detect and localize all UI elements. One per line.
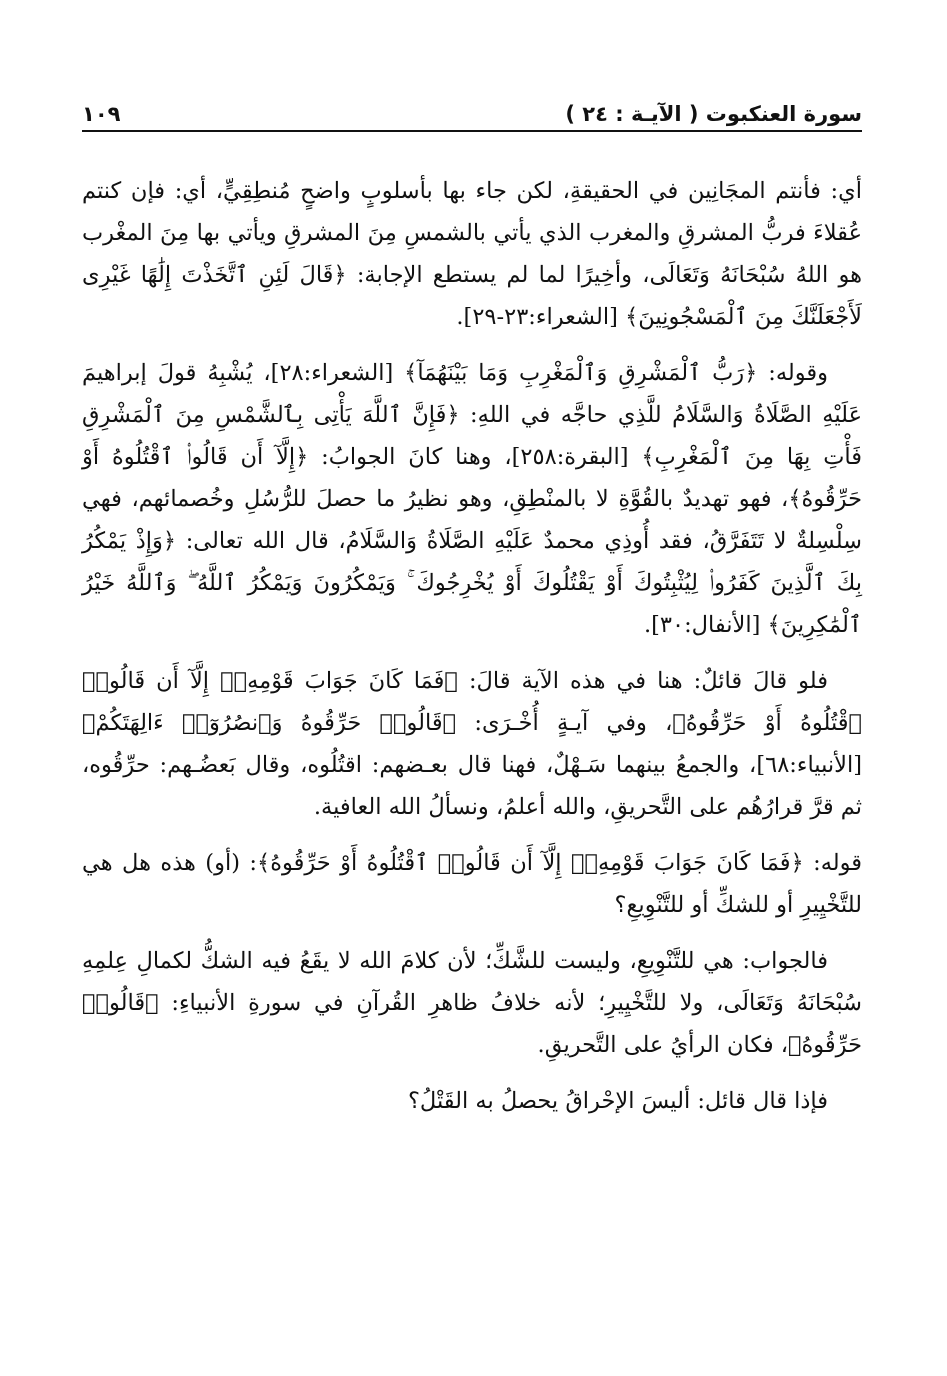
paragraph-5: فالجواب: هي للتَّنْوِيعِ، وليست للشَّكِّ؛ لأن كلامَ الله لا يقَعُ فيه الشكُّ لكمالِ عِلمِهِ سُبْحَانَهُ وَتَعَالَى، ولا للتَّخْيِيرِ؛ لأنه خلافُ ظاهرِ القُرآنِ في سورةِ الأنبياءِ: ﴿قَالُوا۟ حَرِّقُوهُ﴾، فكان الرأيُ على التَّحريقِ.: [82, 948, 862, 1058]
page-number: ١٠٩: [82, 102, 121, 126]
paragraph-6: فإذا قال قائل: أليسَ الإحْراقُ يحصلُ به القَتْلُ؟: [407, 1088, 828, 1114]
page-header: [82, 92, 862, 132]
paragraph-3: فلو قالَ قائلٌ: هنا في هذه الآية قالَ: ﴿فَمَا كَانَ جَوَابَ قَوْمِهِۦٓ إِلَّآ أَن قَالُوا۟ ٱقْتُلُوهُ أَوْ حَرِّقُوهُ﴾، وفي آيـةٍ أُخْـرَى: ﴿قَالُوا۟ حَرِّقُوهُ وَٱنصُرُوٓا۟ ءَالِهَتَكُمْ﴾ [الأنبياء:٦٨]، والجمعُ بينهما سَـهْلٌ، فهنا قال بعـضهم: اقتُلُوه، وقال بَعضُـهم: حرِّقُوه، ثم قرَّ قرارُهُم على التَّحريقِ، والله أعلمُ، ونسألُ الله العافية.: [82, 668, 862, 820]
paragraph-4: قوله: ﴿فَمَا كَانَ جَوَابَ قَوْمِهِۦٓ إِلَّآ أَن قَالُوا۟ ٱقْتُلُوهُ أَوْ حَرِّقُوهُ﴾: (أو) هذه هل هي للتَّخْيِيرِ أو للشكِّ أو للتَّنْوِيعِ؟: [82, 850, 862, 918]
running-header-title: سورة العنكبوت ( الآيـة : ٢٤ ): [565, 102, 862, 126]
document-page: [82, 92, 862, 1136]
paragraph-2: وقوله: ﴿رَبُّ ٱلْمَشْرِقِ وَٱلْمَغْرِبِ وَمَا بَيْنَهُمَآ﴾ [الشعراء:٢٨]، يُشْبِهُ قولَ إبراهيمَ عَلَيْهِ الصَّلَاةُ وَالسَّلَامُ للَّذِي حاجَّه في اللهِ: ﴿فَإِنَّ ٱللَّهَ يَأْتِى بِٱلشَّمْسِ مِنَ ٱلْمَشْرِقِ فَأْتِ بِهَا مِنَ ٱلْمَغْرِبِ﴾ [البقرة:٢٥٨]، وهنا كانَ الجوابُ: ﴿إِلَّآ أَن قَالُوا۟ ٱقْتُلُوهُ أَوْ حَرِّقُوهُ﴾، فهو تهديدٌ بالقُوَّةِ لا بالمنْطِقِ، وهو نظيرُ ما حصلَ للرُّسُلِ وخُصمائهم، فهي سِلْسِلةٌ لا تَتَفَرَّقُ، فقد أُوذِي محمدٌ عَلَيْهِ الصَّلَاةُ وَالسَّلَامُ، قال الله تعالى: ﴿وَإِذْ يَمْكُرُ بِكَ ٱلَّذِينَ كَفَرُوا۟ لِيُثْبِتُوكَ أَوْ يَقْتُلُوكَ أَوْ يُخْرِجُوكَ ۚ وَيَمْكُرُونَ وَيَمْكُرُ ٱللَّهُ ۖ وَٱللَّهُ خَيْرُ ٱلْمَٰكِرِينَ﴾ [الأنفال:٣٠].: [82, 360, 862, 638]
paragraph-1: أي: فأنتم المجَانِين في الحقيقةِ، لكن جاء بها بأسلوبٍ واضحٍ مُنطِقِيٍّ، أي: فإن كنتم عُقلاءَ فربُّ المشرقِ والمغرب الذي يأتي بالشمسِ مِنَ المشرقِ ويأتي بها مِنَ المغْرب هو اللهُ سُبْحَانَهُ وَتَعَالَى، وأخِيرًا لما لم يستطع الإجابة: ﴿قَالَ لَئِنِ ٱتَّخَذْتَ إِلَٰهًا غَيْرِى لَأَجْعَلَنَّكَ مِنَ ٱلْمَسْجُونِينَ﴾ [الشعراء:٢٣-٢٩].: [82, 178, 862, 330]
body-text: [82, 170, 862, 1122]
